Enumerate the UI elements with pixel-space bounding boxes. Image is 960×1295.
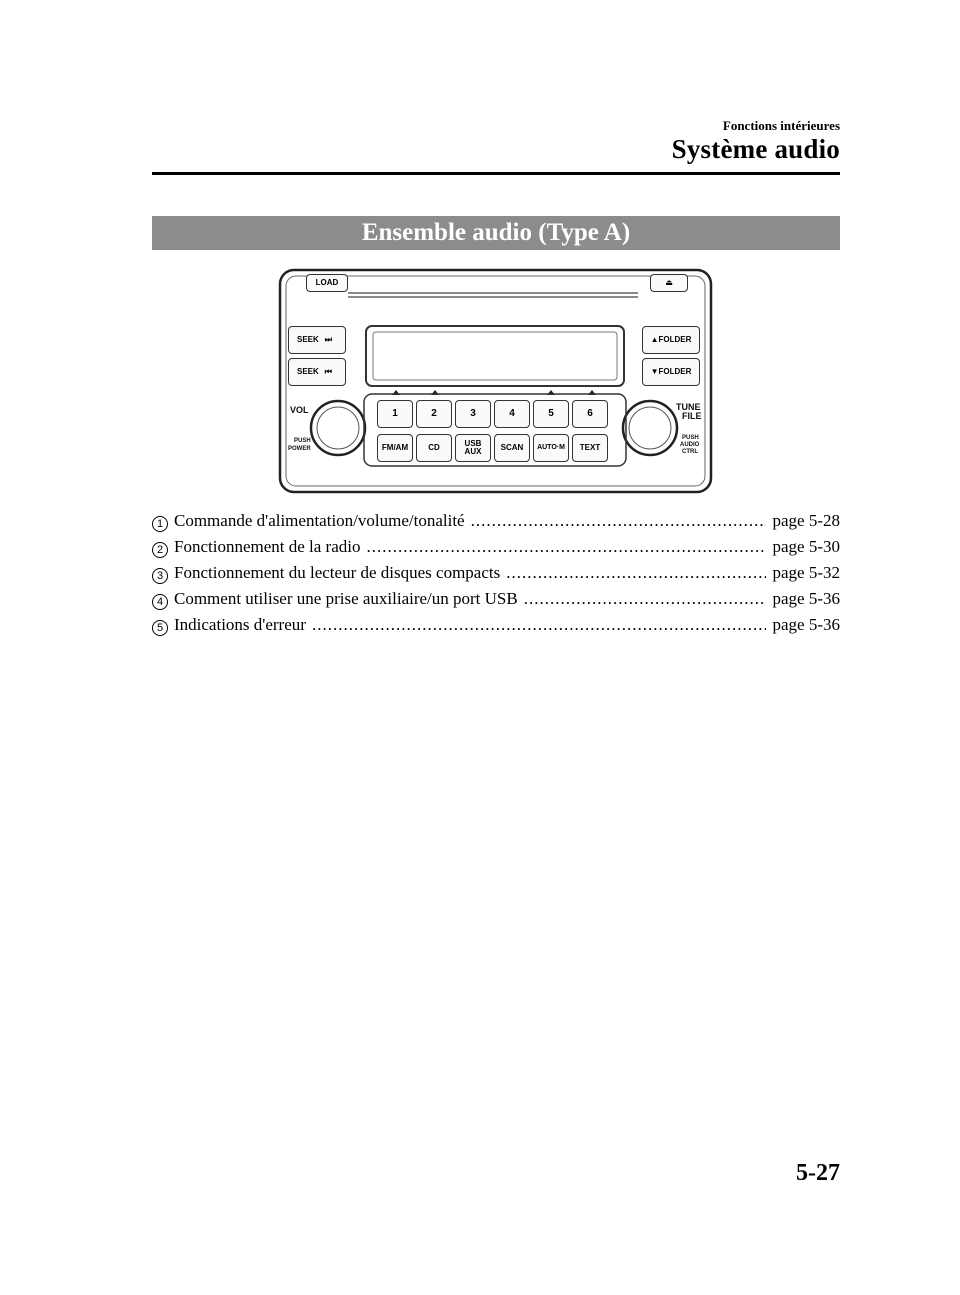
preset-1-button[interactable]: 1 xyxy=(377,400,413,428)
auto-m-button[interactable]: AUTO·M xyxy=(533,434,569,462)
item-page-link[interactable]: page 5-36 xyxy=(772,615,840,634)
seek-up-button[interactable]: SEEK ⏭ xyxy=(288,326,346,354)
list-item xyxy=(152,612,840,638)
triangle-down-icon: ▼ xyxy=(650,367,659,376)
preset-3-button[interactable]: 3 xyxy=(455,400,491,428)
eject-button[interactable] xyxy=(650,274,688,292)
leader-dots xyxy=(366,534,766,560)
tune-knob[interactable] xyxy=(630,408,670,448)
folder-up-button[interactable]: ▲ FOLDER xyxy=(642,326,700,354)
item-number: 5 xyxy=(152,620,168,636)
eject-icon: ⏏ xyxy=(665,278,673,287)
item-text: Fonctionnement de la radio xyxy=(174,537,361,556)
vol-label: VOL xyxy=(290,405,309,415)
power-label: POWER xyxy=(288,446,311,452)
section-header: Fonctions intérieures xyxy=(722,118,840,133)
reference-list xyxy=(152,508,840,638)
push-right-label: PUSH xyxy=(682,435,699,441)
load-button[interactable]: LOAD xyxy=(306,274,348,292)
ctrl-label: CTRL xyxy=(682,449,698,455)
seek-down-button[interactable]: SEEK ⏮ xyxy=(288,358,346,386)
volume-knob[interactable] xyxy=(318,408,358,448)
item-text: Fonctionnement du lecteur de disques compacts xyxy=(174,563,501,582)
next-track-icon: ⏭ xyxy=(324,335,332,344)
item-page-link[interactable]: page 5-28 xyxy=(772,511,840,530)
item-number: 1 xyxy=(152,516,168,532)
preset-2-button[interactable]: 2 xyxy=(416,400,452,428)
preset-5-button[interactable]: 5 xyxy=(533,400,569,428)
item-text: Commande d'alimentation/volume/tonalité xyxy=(174,511,465,530)
folder-down-button[interactable]: ▼ FOLDER xyxy=(642,358,700,386)
audio-label: AUDIO xyxy=(680,442,700,448)
item-number: 4 xyxy=(152,594,168,610)
section-title-bar: Ensemble audio (Type A) xyxy=(152,216,840,250)
text-button[interactable]: TEXT xyxy=(572,434,608,462)
leader-dots xyxy=(312,612,767,638)
item-text: Indications d'erreur xyxy=(174,615,306,634)
header-rule xyxy=(152,172,840,175)
item-number: 3 xyxy=(152,568,168,584)
triangle-up-icon: ▲ xyxy=(650,335,659,344)
prev-track-icon: ⏮ xyxy=(324,367,332,376)
leader-dots xyxy=(471,508,767,534)
page-number: 5-27 xyxy=(796,1160,840,1186)
preset-4-button[interactable]: 4 xyxy=(494,400,530,428)
list-item xyxy=(152,534,840,560)
item-page-link[interactable]: page 5-30 xyxy=(772,537,840,556)
chapter-title: Système audio xyxy=(671,134,840,164)
item-page-link[interactable]: page 5-36 xyxy=(772,589,840,608)
file-label: FILE xyxy=(682,411,702,421)
item-page-link[interactable]: page 5-32 xyxy=(772,563,840,582)
item-text: Comment utiliser une prise auxiliaire/un port USB xyxy=(174,589,518,608)
usb-aux-button[interactable]: USB AUX xyxy=(455,434,491,462)
list-item xyxy=(152,560,840,586)
list-item xyxy=(152,586,840,612)
leader-dots xyxy=(524,586,767,612)
item-number: 2 xyxy=(152,542,168,558)
audio-unit-illustration xyxy=(278,268,713,494)
fm-am-button[interactable]: FM/AM xyxy=(377,434,413,462)
list-item xyxy=(152,508,840,534)
scan-button[interactable]: SCAN xyxy=(494,434,530,462)
tune-label: TUNE xyxy=(676,402,701,412)
preset-6-button[interactable]: 6 xyxy=(572,400,608,428)
cd-button[interactable]: CD xyxy=(416,434,452,462)
push-label: PUSH xyxy=(294,438,311,444)
leader-dots xyxy=(506,560,766,586)
